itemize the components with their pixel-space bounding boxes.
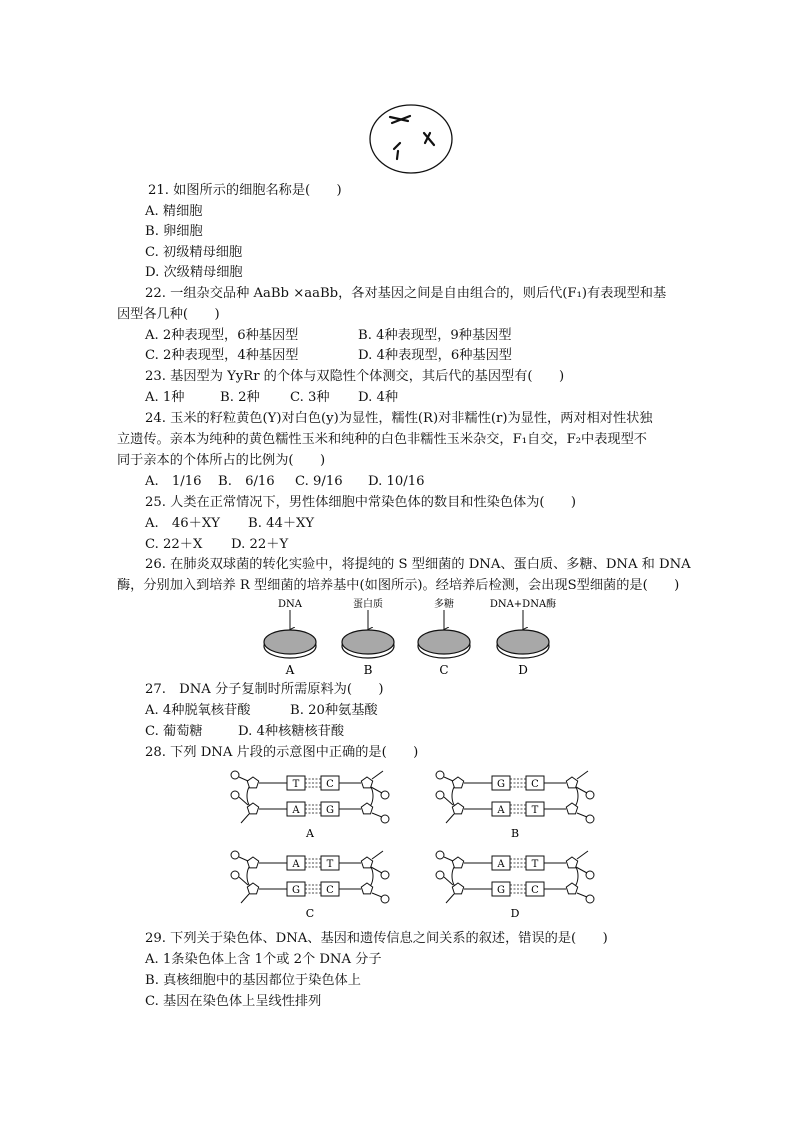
dna-base: A	[497, 859, 505, 870]
q25-stem: 25. 人类在正常情况下，男性体细胞中常染色体的数目和性染色体为( )	[145, 495, 577, 510]
q24-stem-line1: 24. 玉米的籽粒黄色(Y)对白色(y)为显性，糯性(R)对非糯性(r)为显性，两对相对性状独	[145, 411, 653, 426]
q23-option-a: A. 1种	[145, 390, 185, 405]
q29-option-c: C. 基因在染色体上呈线性排列	[145, 994, 322, 1009]
q21-option-d: D. 次级精母细胞	[145, 265, 243, 280]
q27-option-c: C. 葡萄糖	[145, 724, 203, 739]
q29-option-a: A. 1条染色体上含 1个或 2个 DNA 分子	[145, 952, 382, 967]
q24-option-c: C. 9/16	[295, 474, 343, 489]
dna-base: A	[292, 805, 300, 816]
q25-option-a: A. 46＋XY	[145, 516, 220, 531]
q23-stem: 23. 基因型为 YyRr 的个体与双隐性个体测交，其后代的基因型有( )	[145, 369, 565, 384]
dna-base: A	[497, 805, 505, 816]
dna-base: T	[292, 779, 300, 790]
dish-label-c: 多糖	[434, 599, 454, 610]
dna-base: G	[497, 779, 505, 790]
dna-diagram-letter: B	[510, 827, 520, 840]
q21-option-c: C. 初级精母细胞	[145, 245, 243, 260]
culture-dish-figure	[255, 596, 565, 680]
dna-base: A	[292, 859, 300, 870]
q22-option-d: D. 4种表现型，6种基因型	[358, 348, 512, 363]
cell-figure	[368, 103, 454, 175]
q22-option-a: A. 2种表现型，6种基因型	[145, 328, 299, 343]
q27-option-d: D. 4种核糖核苷酸	[238, 724, 345, 739]
dna-diagram-letter: D	[510, 907, 520, 920]
dish-c	[418, 597, 470, 677]
dish-label-a: DNA	[278, 599, 302, 610]
dish-b	[342, 597, 394, 677]
dish-letter-d: D	[518, 663, 528, 677]
dna-base: T	[326, 859, 334, 870]
q23-option-b: B. 2种	[220, 390, 260, 405]
q22-stem-line2: 因型各几种( )	[117, 307, 220, 322]
q29-stem: 29. 下列关于染色体、DNA、基因和遗传信息之间关系的叙述，错误的是( )	[145, 931, 608, 946]
q24-option-b: B. 6/16	[218, 474, 275, 489]
dna-base: T	[531, 859, 539, 870]
q21-stem: 21. 如图所示的细胞名称是( )	[148, 183, 342, 198]
dna-base: C	[531, 779, 539, 790]
q21-option-a: A. 精细胞	[145, 204, 203, 219]
q26-stem-line1: 26. 在肺炎双球菌的转化实验中，将提纯的 S 型细菌的 DNA、蛋白质、多糖、DNA 和 DNA	[145, 557, 691, 572]
q22-option-b: B. 4种表现型，9种基因型	[358, 328, 512, 343]
dish-label-b: 蛋白质	[353, 599, 383, 610]
q23-option-d: D. 4种	[358, 390, 399, 405]
q27-stem: 27. DNA 分子复制时所需原料为( )	[145, 682, 384, 697]
dish-letter-a: A	[285, 663, 295, 677]
q24-option-a: A. 1/16	[145, 474, 202, 489]
dish-d	[490, 597, 556, 677]
dna-diagram-letter: A	[306, 827, 314, 840]
dna-base: C	[326, 885, 334, 896]
q24-stem-line3: 同于亲本的个体所占的比例为( )	[117, 453, 326, 468]
dna-base: C	[531, 885, 539, 896]
q21-option-b: B. 卵细胞	[145, 224, 203, 239]
q25-option-c: C. 22＋X	[145, 537, 203, 552]
q27-option-a: A. 4种脱氧核苷酸	[145, 703, 251, 718]
dna-diagram-d	[436, 851, 594, 920]
dna-base: G	[292, 885, 300, 896]
q25-option-d: D. 22＋Y	[231, 537, 289, 552]
chromosome-left	[394, 143, 400, 159]
q22-option-c: C. 2种表现型，4种基因型	[145, 348, 299, 363]
chromosome-top	[390, 116, 410, 123]
dna-diagram-letter: C	[305, 907, 315, 920]
q23-option-c: C. 3种	[290, 390, 330, 405]
q24-stem-line2: 立遗传。亲本为纯种的黄色糯性玉米和纯种的白色非糯性玉米杂交，F₁自交，F₂中表现型不	[117, 432, 647, 447]
dna-diagram-figure	[225, 765, 605, 925]
dna-base: G	[497, 885, 505, 896]
dish-letter-c: C	[439, 663, 449, 677]
dna-diagram-a	[231, 771, 389, 840]
dna-base: C	[326, 779, 334, 790]
q28-stem: 28. 下列 DNA 片段的示意图中正确的是( )	[145, 745, 419, 760]
q24-option-d: D. 10/16	[368, 474, 425, 489]
dna-diagram-c	[231, 851, 389, 920]
q29-option-b: B. 真核细胞中的基因都位于染色体上	[145, 973, 361, 988]
dna-base: G	[326, 805, 334, 816]
dish-letter-b: B	[363, 663, 373, 677]
chromosome-right	[424, 133, 434, 145]
dish-label-d: DNA+DNA酶	[489, 599, 557, 610]
q25-option-b: B. 44＋XY	[248, 516, 315, 531]
dna-diagram-b	[436, 771, 594, 840]
q22-stem-line1: 22. 一组杂交品种 AaBb ×aaBb，各对基因之间是自由组合的，则后代(F₁)有表现型和基	[145, 286, 667, 301]
dish-a	[264, 599, 316, 677]
q26-stem-line2: 酶，分别加入到培养 R 型细菌的培养基中(如图所示)。经培养后检测，会出现S型细菌的是( )	[117, 578, 680, 593]
dna-base: T	[531, 805, 539, 816]
q27-option-b: B. 20种氨基酸	[290, 703, 378, 718]
